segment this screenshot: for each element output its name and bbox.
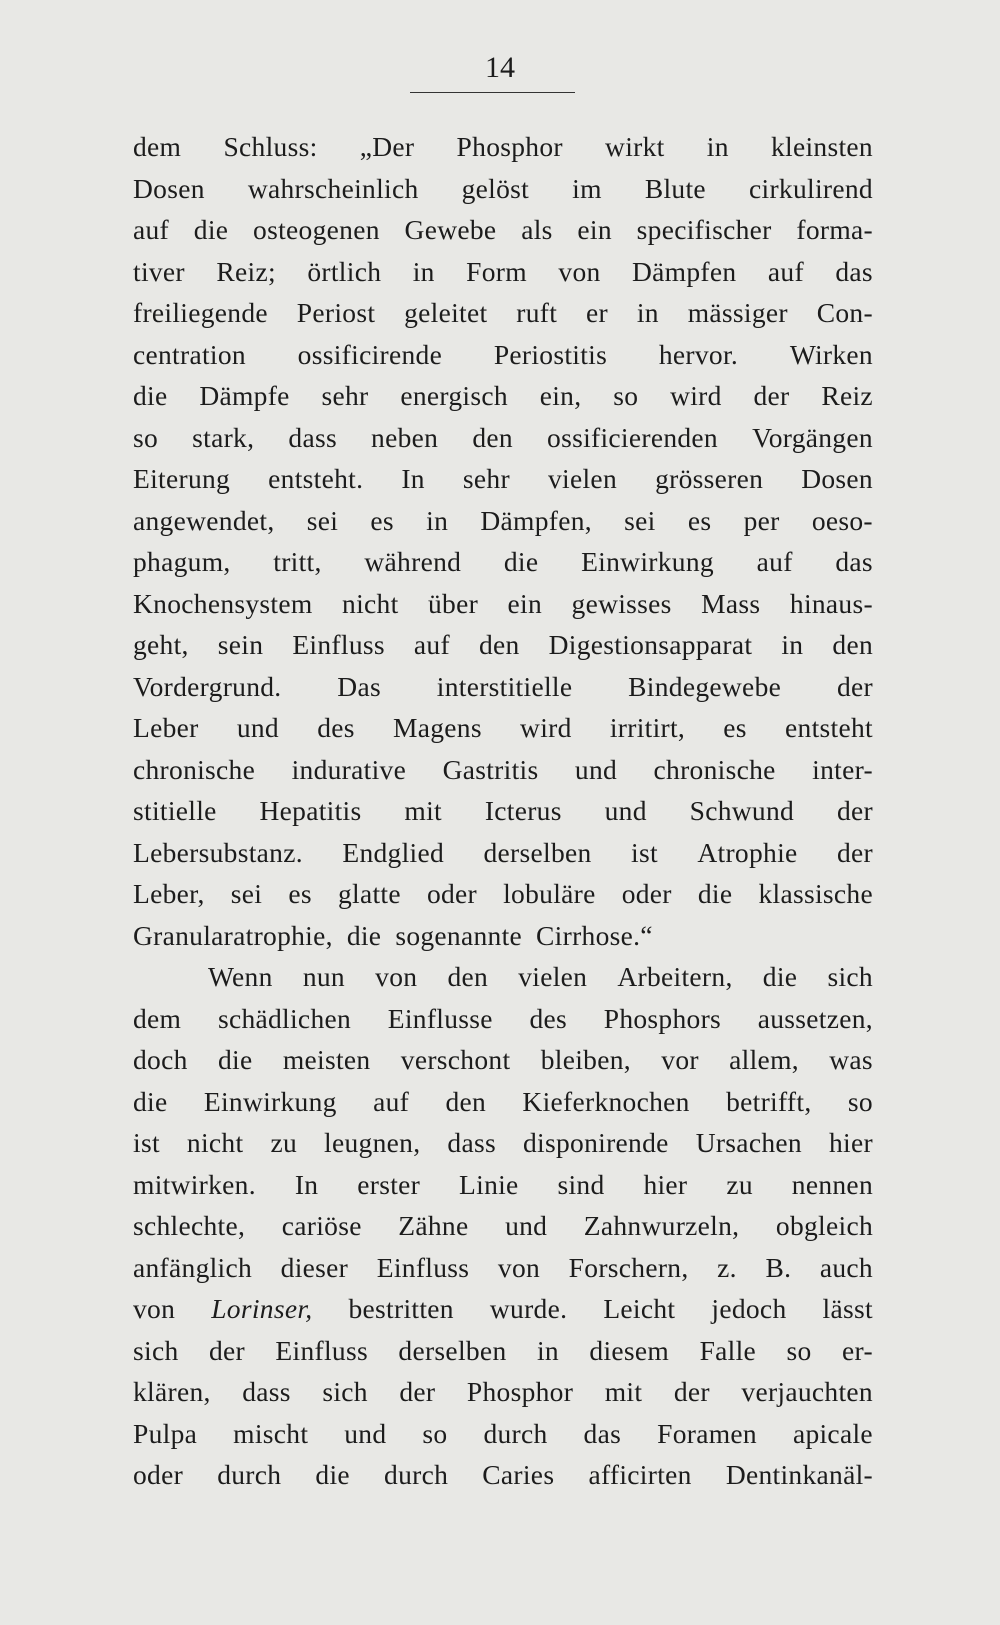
- word: das: [583, 1417, 622, 1449]
- word: mitwirken.: [133, 1168, 256, 1200]
- word: jedoch: [711, 1293, 787, 1324]
- word: als: [521, 214, 553, 245]
- word: sei: [624, 504, 656, 536]
- word: klassische: [758, 878, 873, 909]
- word: den: [832, 629, 873, 660]
- word: erster: [357, 1168, 421, 1200]
- word: schlechte,: [133, 1210, 246, 1241]
- word: zu: [270, 1127, 298, 1158]
- word: doch: [133, 1044, 188, 1075]
- word: die: [697, 878, 733, 909]
- word: wird: [520, 712, 572, 743]
- word: Caries: [482, 1459, 555, 1490]
- word: tritt,: [273, 546, 322, 577]
- word: der: [836, 670, 873, 702]
- word: Einwirkung: [203, 1085, 337, 1117]
- text-line: [133, 790, 873, 832]
- word: oeso-: [811, 504, 873, 536]
- word: In: [401, 463, 425, 494]
- word: klären,: [133, 1376, 211, 1407]
- word: Reiz: [821, 380, 873, 411]
- word: chronische: [133, 753, 256, 785]
- word: es: [370, 504, 394, 536]
- text-line: [133, 500, 873, 542]
- word: Endglied: [342, 836, 445, 868]
- word: Vordergrund.: [133, 670, 282, 702]
- word: Periostitis: [493, 338, 608, 370]
- page-number: 14: [485, 51, 515, 84]
- word: durch: [483, 1417, 548, 1449]
- word: Vorgängen: [752, 421, 873, 453]
- word: in: [706, 131, 729, 162]
- header-rule: [410, 92, 575, 93]
- word: auf: [413, 629, 450, 660]
- word: chronische: [653, 753, 776, 785]
- word: vielen: [518, 961, 588, 992]
- text-line: [133, 251, 873, 293]
- word: specifischer: [636, 214, 772, 245]
- word: aussetzen,: [757, 1002, 873, 1034]
- word: verschont: [400, 1044, 511, 1075]
- word: dem: [133, 1002, 182, 1034]
- word: In: [294, 1168, 319, 1200]
- word: Wirken: [789, 338, 873, 370]
- word: gewisses: [571, 587, 672, 619]
- word: allem,: [729, 1044, 799, 1075]
- word: cirkulirend: [749, 172, 873, 204]
- word: das: [835, 546, 873, 577]
- word: hinaus-: [789, 587, 873, 619]
- word: Schwund: [689, 795, 795, 826]
- word: osteogenen: [253, 214, 380, 245]
- word: den: [478, 629, 520, 660]
- word: es: [687, 504, 712, 536]
- word: den: [447, 961, 489, 992]
- text-line: [133, 1039, 873, 1081]
- word: die: [133, 380, 168, 411]
- word: in: [426, 504, 449, 536]
- word: Atrophie: [697, 836, 798, 868]
- word: Knochensystem: [133, 587, 313, 619]
- word: die: [503, 546, 539, 577]
- word: es: [288, 878, 312, 909]
- word: Linie: [459, 1168, 519, 1200]
- word: freiliegende: [133, 297, 268, 328]
- word: so: [786, 1334, 812, 1366]
- word: dass: [242, 1376, 291, 1407]
- word: B.: [765, 1251, 792, 1283]
- word: dem: [133, 131, 182, 162]
- text-line: [133, 624, 873, 666]
- word: irritirt,: [609, 712, 686, 743]
- word: Ursachen: [695, 1127, 802, 1158]
- text-line: [133, 1288, 873, 1330]
- word: ein,: [539, 380, 582, 411]
- word: sich: [133, 1334, 179, 1366]
- word: Dämpfen: [632, 255, 737, 287]
- text-line: [133, 1330, 873, 1372]
- text-line: [133, 749, 873, 791]
- word: Gastritis: [442, 753, 539, 785]
- word: cariöse: [281, 1210, 362, 1241]
- text-line: [133, 956, 873, 998]
- word: und: [505, 1210, 548, 1241]
- word: sei: [230, 878, 263, 909]
- word: in: [536, 1334, 559, 1366]
- word: lobuläre: [503, 878, 596, 909]
- word: Einfluss: [275, 1334, 368, 1366]
- word: Dentinkanäl-: [725, 1459, 873, 1490]
- word: ein: [577, 214, 612, 245]
- text-line: [133, 998, 873, 1040]
- word: wahrscheinlich: [247, 172, 419, 204]
- word: afficirten: [588, 1459, 692, 1490]
- text-line: [133, 209, 873, 251]
- word: dieser: [280, 1251, 349, 1283]
- word: vielen: [548, 463, 617, 494]
- word: so: [847, 1085, 873, 1117]
- word: bleiben,: [540, 1044, 631, 1075]
- word: Schluss:: [223, 131, 318, 162]
- word: per: [743, 504, 780, 536]
- word: Dosen: [133, 172, 205, 204]
- word: Eiterung: [133, 463, 231, 494]
- word: Gewebe: [404, 214, 497, 245]
- text-line: [133, 583, 873, 625]
- word: Reiz;: [216, 255, 276, 287]
- word: schädlichen: [217, 1002, 352, 1034]
- word: oder: [621, 878, 672, 909]
- word: in: [412, 255, 435, 287]
- word: des: [317, 712, 355, 743]
- word: sein: [217, 629, 264, 660]
- word: Arbeitern,: [617, 961, 733, 992]
- word: grösseren: [655, 463, 764, 494]
- word: örtlich: [307, 255, 382, 287]
- word: er-: [842, 1334, 873, 1366]
- text-line: [133, 832, 873, 874]
- word: und: [236, 712, 279, 743]
- word: nicht: [186, 1127, 244, 1158]
- word: Leber: [133, 712, 199, 743]
- word: Dämpfe: [199, 380, 290, 411]
- word: Leicht: [603, 1293, 676, 1324]
- word: entsteht.: [268, 463, 364, 494]
- word: wurde.: [489, 1293, 568, 1324]
- word: das: [835, 255, 873, 287]
- word: interstitielle: [436, 670, 573, 702]
- word: dass: [288, 421, 337, 453]
- text-line: [133, 458, 873, 500]
- text-line: [133, 1081, 873, 1123]
- word: Phosphor: [466, 1376, 574, 1407]
- word: durch: [217, 1459, 282, 1490]
- word: ist: [631, 836, 658, 868]
- word: Dämpfen,: [480, 504, 592, 536]
- word: Das: [337, 670, 381, 702]
- word: ruft: [516, 297, 558, 328]
- word: Pulpa: [133, 1417, 198, 1449]
- word: mischt: [233, 1417, 309, 1449]
- word: vor: [661, 1044, 699, 1075]
- word: über: [428, 587, 479, 619]
- word: Dosen: [801, 463, 873, 494]
- word: des: [529, 1002, 568, 1034]
- text-line: [133, 417, 873, 459]
- text-line: [133, 707, 873, 749]
- word: er: [586, 297, 609, 328]
- word: die: [762, 961, 798, 992]
- word: ossificirende: [297, 338, 443, 370]
- word: sogenannte: [395, 919, 523, 951]
- word: den: [472, 421, 513, 453]
- word: wirkt: [605, 131, 665, 162]
- word: Lebersubstanz.: [133, 836, 303, 868]
- word: geleitet: [404, 297, 488, 328]
- word: gelöst: [461, 172, 530, 204]
- text-line: [133, 292, 873, 334]
- word: die: [315, 1459, 350, 1490]
- word: Hepatitis: [259, 795, 362, 826]
- word: von: [558, 255, 601, 287]
- word: und: [604, 795, 647, 826]
- word: sehr: [462, 463, 510, 494]
- word: stark,: [192, 421, 255, 453]
- word: die: [217, 1044, 253, 1075]
- text-line: [133, 334, 873, 376]
- body-text: [133, 126, 873, 1496]
- text-line: [133, 126, 873, 168]
- word: z.: [717, 1251, 737, 1283]
- word: neben: [371, 421, 439, 453]
- word: auf: [756, 546, 793, 577]
- word: diesem: [589, 1334, 670, 1366]
- word: geht,: [133, 629, 189, 660]
- word: sind: [557, 1168, 605, 1200]
- word: von: [133, 1293, 176, 1324]
- word: indurative: [291, 753, 407, 785]
- word: Zähne: [398, 1210, 469, 1241]
- word: durch: [384, 1459, 449, 1490]
- word: sich: [827, 961, 873, 992]
- word: inter-: [812, 753, 873, 785]
- word: nun: [302, 961, 345, 992]
- word: in: [781, 629, 804, 660]
- word: mit: [604, 1376, 643, 1407]
- text-line: [133, 1205, 873, 1247]
- word: auch: [819, 1251, 873, 1283]
- word: angewendet,: [133, 504, 275, 536]
- word: Leber,: [133, 878, 205, 909]
- word: stitielle: [133, 795, 217, 826]
- word: Falle: [699, 1334, 757, 1366]
- word: oder: [133, 1459, 184, 1490]
- text-line: [133, 915, 873, 957]
- word: Blute: [644, 172, 706, 204]
- word: Periost: [296, 297, 376, 328]
- text-line: [133, 1371, 873, 1413]
- word: Zahnwurzeln,: [583, 1210, 740, 1241]
- word: und: [574, 753, 618, 785]
- word: Magens: [392, 712, 482, 743]
- word: der: [673, 1376, 710, 1407]
- word: derselben: [398, 1334, 507, 1366]
- word: glatte: [337, 878, 401, 909]
- word: so: [613, 380, 639, 411]
- word: nennen: [791, 1168, 873, 1200]
- word: Phosphor: [456, 131, 563, 162]
- word: obgleich: [775, 1210, 873, 1241]
- word: so: [422, 1417, 448, 1449]
- text-line: [133, 1122, 873, 1164]
- word: der: [399, 1376, 436, 1407]
- word: sehr: [321, 380, 369, 411]
- word: oder: [426, 878, 478, 909]
- word: nicht: [342, 587, 399, 619]
- word: Einfluss: [292, 629, 385, 660]
- word: Granularatrophie,: [133, 919, 333, 951]
- word: Icterus: [484, 795, 562, 826]
- word: Einflusse: [387, 1002, 493, 1034]
- word: es: [723, 712, 747, 743]
- word: Digestionsapparat: [548, 629, 753, 660]
- word: zu: [726, 1168, 753, 1200]
- word: bestritten: [348, 1293, 454, 1324]
- word: meisten: [282, 1044, 371, 1075]
- word: auf: [133, 214, 170, 245]
- text-line: [133, 1164, 873, 1206]
- word: betrifft,: [726, 1085, 812, 1117]
- word: Phosphors: [603, 1002, 722, 1034]
- word: der: [208, 1334, 245, 1366]
- word: die: [193, 214, 229, 245]
- word: hier: [643, 1168, 688, 1200]
- word: Form: [466, 255, 527, 287]
- word: mit: [404, 795, 442, 826]
- word: Einfluss: [376, 1251, 470, 1283]
- word: in: [636, 297, 659, 328]
- word: ein: [507, 587, 543, 619]
- word: auf: [373, 1085, 410, 1117]
- word: der: [753, 380, 790, 411]
- text-line: [133, 168, 873, 210]
- word: verjauchten: [741, 1376, 873, 1407]
- word: sich: [322, 1376, 368, 1407]
- word: derselben: [483, 836, 592, 868]
- word: forma-: [796, 214, 873, 245]
- word: energisch: [400, 380, 508, 411]
- word: die: [346, 919, 382, 951]
- word: apicale: [792, 1417, 873, 1449]
- word: was: [829, 1044, 873, 1075]
- word: centration: [133, 338, 246, 370]
- word: dass: [447, 1127, 496, 1158]
- text-line: [133, 1413, 873, 1455]
- word: kleinsten: [770, 131, 873, 162]
- word: lässt: [822, 1293, 873, 1324]
- word: der: [836, 836, 873, 868]
- word: im: [572, 172, 602, 204]
- word: von: [375, 961, 418, 992]
- word: entsteht: [785, 712, 873, 743]
- word: während: [364, 546, 462, 577]
- word: Einwirkung: [581, 546, 714, 577]
- text-line: [133, 666, 873, 708]
- text-line: [133, 541, 873, 583]
- word: die: [133, 1085, 168, 1117]
- word: den: [445, 1085, 487, 1117]
- text-line: [133, 1454, 873, 1496]
- text-line: [133, 873, 873, 915]
- word: Foramen: [657, 1417, 757, 1449]
- word: wird: [670, 380, 722, 411]
- word: ist: [133, 1127, 160, 1158]
- word: Forschern,: [568, 1251, 689, 1283]
- word: mässiger: [687, 297, 788, 328]
- word: so: [133, 421, 159, 453]
- word: disponirende: [523, 1127, 669, 1158]
- word: ossificierenden: [547, 421, 718, 453]
- word: Con-: [816, 297, 873, 328]
- word: anfänglich: [133, 1251, 253, 1283]
- text-line: [133, 1247, 873, 1289]
- word: Bindegewebe: [628, 670, 782, 702]
- word: Wenn: [208, 961, 273, 992]
- word: und: [344, 1417, 387, 1449]
- word: „Der: [359, 131, 415, 162]
- text-line: [133, 375, 873, 417]
- word: auf: [767, 255, 804, 287]
- word: hervor.: [658, 338, 739, 370]
- word: Cirrhose.“: [536, 919, 653, 951]
- word: tiver: [133, 255, 185, 287]
- word: Kieferknochen: [522, 1085, 690, 1117]
- word: sei: [306, 504, 339, 536]
- word: phagum,: [133, 546, 231, 577]
- word: von: [497, 1251, 541, 1283]
- word: leugnen,: [324, 1127, 421, 1158]
- word: hier: [828, 1127, 873, 1158]
- word: Lorinser,: [211, 1293, 313, 1324]
- word: Mass: [701, 587, 761, 619]
- word: der: [836, 795, 873, 826]
